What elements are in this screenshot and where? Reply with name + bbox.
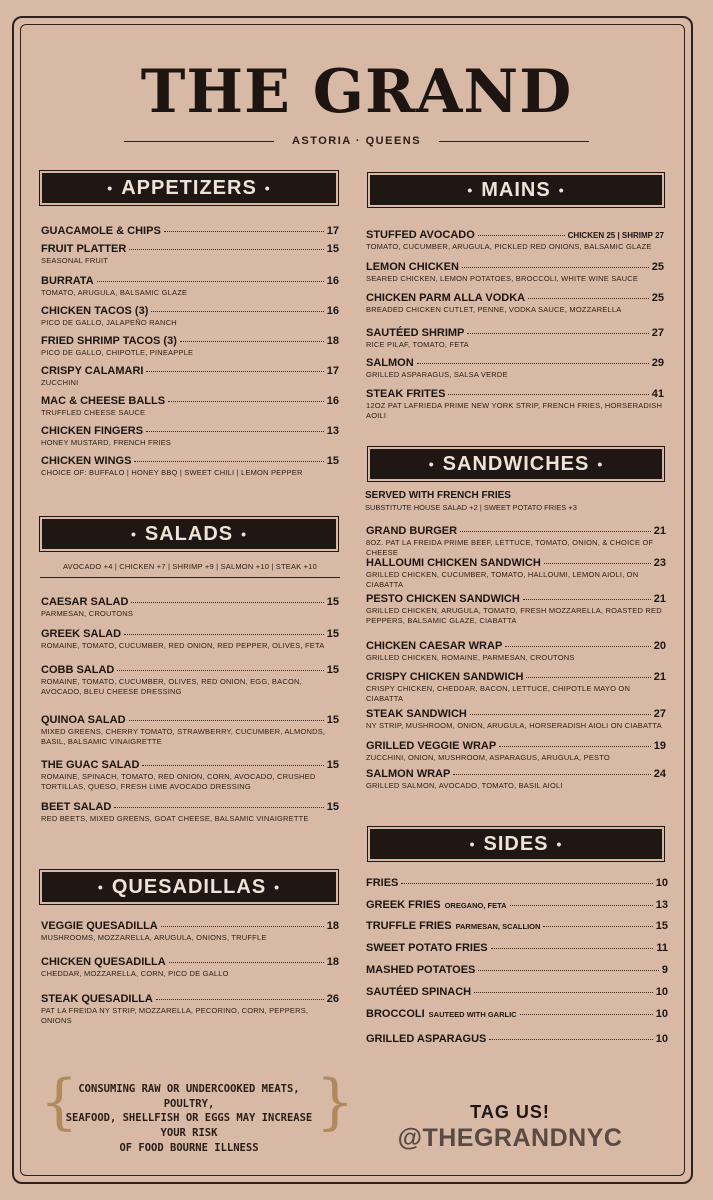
- item-price: 20: [653, 640, 666, 652]
- restaurant-name: THE GRAND: [140, 57, 573, 127]
- dot-leader: [417, 363, 649, 364]
- item-description: GRILLED CHICKEN, ARUGULA, TOMATO, FRESH MOZZARELLA, ROASTED RED PEPPERS, BALSAMIC GLAZE, CIABATTA: [366, 606, 662, 625]
- dot-leader: [528, 298, 649, 299]
- menu-item-row: [41, 395, 339, 407]
- menu-item: [41, 714, 339, 747]
- dot-leader: [146, 371, 323, 372]
- item-name: CHICKEN CAESAR WRAP: [366, 640, 503, 652]
- salads-banner: [42, 519, 336, 549]
- item-price: 11: [656, 942, 668, 954]
- menu-item: [366, 1033, 668, 1045]
- dot-leader: [129, 249, 323, 250]
- sandwiches-banner: [370, 449, 662, 479]
- item-price: 10: [655, 877, 668, 889]
- item-description: MUSHROOMS, MOZZARELLA, ARUGULA, ONIONS, TRUFFLE: [41, 933, 267, 942]
- dot-icon: •: [558, 182, 565, 198]
- menu-item: [41, 225, 339, 237]
- item-description: 8OZ. PAT LA FREIDA PRIME BEEF, LETTUCE, TOMATO, ONION, & CHOICE OF CHEESE: [366, 538, 654, 557]
- section-title: MAINS: [481, 178, 551, 201]
- dot-leader: [142, 765, 323, 766]
- menu-item: [366, 557, 666, 590]
- tag-us-heading: TAG US!: [470, 1102, 550, 1122]
- dot-icon: •: [107, 180, 114, 196]
- menu-item-row: [41, 664, 339, 676]
- section-title: SALADS: [144, 522, 234, 545]
- menu-item-row: [41, 335, 339, 347]
- menu-item-row: [366, 708, 666, 720]
- menu-item: [366, 671, 666, 704]
- dot-leader: [478, 970, 658, 971]
- menu-item: [41, 243, 339, 266]
- menu-item: [366, 388, 664, 421]
- item-price: 15: [326, 243, 339, 255]
- item-price: 15: [326, 596, 339, 608]
- dot-leader: [161, 926, 324, 927]
- menu-item: [366, 640, 666, 663]
- menu-item-row: [366, 942, 668, 954]
- item-price: 15: [326, 455, 339, 467]
- item-price: 19: [653, 740, 666, 752]
- item-price: 16: [326, 305, 339, 317]
- warning-line: CONSUMING RAW OR UNDERCOOKED MEATS, POULTRY,: [78, 1083, 300, 1110]
- appetizers-banner: [42, 173, 336, 203]
- item-name: FRIED SHRIMP TACOS (3): [41, 335, 177, 347]
- item-name: GREEK SALAD: [41, 628, 122, 640]
- right-brace-icon: }: [316, 1067, 355, 1137]
- item-description: PAT LA FREIDA NY STRIP, MOZZARELLA, PECORINO, CORN, PEPPERS, ONIONS: [41, 1006, 309, 1025]
- dot-leader: [460, 531, 651, 532]
- dot-icon: •: [97, 879, 104, 895]
- menu-item: [41, 365, 339, 388]
- item-price: 15: [655, 920, 668, 932]
- item-description: BREADED CHICKEN CUTLET, PENNE, VODKA SAUCE, MOZZARELLA: [366, 305, 622, 314]
- menu-item: [41, 335, 339, 358]
- item-name: BEET SALAD: [41, 801, 112, 813]
- menu-item: [41, 759, 339, 792]
- dot-leader: [448, 394, 648, 395]
- item-price: 21: [653, 671, 666, 683]
- sides-banner: [370, 829, 662, 859]
- item-price: 15: [326, 664, 339, 676]
- menu-item-row: [366, 357, 664, 369]
- dot-leader: [544, 563, 651, 564]
- menu-item: [366, 942, 668, 954]
- item-price: CHICKEN 25 | SHRIMP 27: [567, 231, 664, 240]
- item-description: ROMAINE, SPINACH, TOMATO, RED ONION, CORN, AVOCADO, CRUSHED TORTILLAS, QUESO, FRESH LIME AVOCADO DRESSING: [41, 772, 316, 791]
- item-name: CRISPY CHICKEN SANDWICH: [366, 671, 524, 683]
- item-note: PARMESAN, SCALLION: [455, 922, 541, 931]
- item-price: 10: [655, 986, 668, 998]
- dot-leader: [134, 461, 323, 462]
- item-price: 16: [326, 275, 339, 287]
- mains-banner: [370, 175, 662, 205]
- menu-item-row: [366, 671, 666, 683]
- section-title: APPETIZERS: [121, 176, 257, 199]
- menu-item-row: [41, 425, 339, 437]
- dot-leader: [543, 926, 652, 927]
- menu-item-row: [41, 243, 339, 255]
- dot-leader: [523, 599, 651, 600]
- menu-item: [41, 801, 339, 824]
- social-handle: @THEGRANDNYC: [397, 1124, 623, 1152]
- menu-item-row: [366, 229, 664, 241]
- item-description: GRILLED CHICKEN, ROMAINE, PARMESAN, CROUTONS: [366, 653, 575, 662]
- item-price: 18: [326, 956, 339, 968]
- menu-item-row: [366, 877, 668, 889]
- menu-item: [366, 357, 664, 380]
- warning-line: SEAFOOD, SHELLFISH OR EGGS MAY INCREASE YOUR RISK: [65, 1112, 313, 1140]
- item-description: HONEY MUSTARD, FRENCH FRIES: [41, 438, 172, 447]
- item-description: MIXED GREENS, CHERRY TOMATO, STRAWBERRY, CUCUMBER, ALMONDS, BASIL, BALSAMIC VINAIGRETTE: [41, 727, 326, 746]
- section-title: SIDES: [483, 832, 549, 855]
- menu-item: [366, 986, 668, 998]
- item-price: 10: [655, 1008, 668, 1020]
- item-name: SALMON WRAP: [366, 768, 451, 780]
- menu-item: [41, 628, 339, 651]
- menu-item-row: [366, 1033, 668, 1045]
- item-price: 25: [651, 292, 664, 304]
- item-description: GRILLED SALMON, AVOCADO, TOMATO, BASIL AIOLI: [366, 781, 563, 790]
- dot-leader: [453, 774, 650, 775]
- menu-item: [366, 740, 666, 763]
- menu-item-row: [41, 225, 339, 237]
- item-name: GREEK FRIES: [366, 899, 441, 911]
- menu-item-row: [366, 986, 668, 998]
- dot-leader: [505, 646, 650, 647]
- dot-leader: [478, 235, 565, 236]
- item-description: ZUCCHINI: [41, 378, 79, 387]
- item-note: OREGANO, FETA: [444, 901, 507, 910]
- item-description: TOMATO, ARUGULA, BALSAMIC GLAZE: [41, 288, 188, 297]
- item-price: 29: [651, 357, 664, 369]
- dot-leader: [467, 333, 648, 334]
- menu-item: [366, 593, 666, 626]
- item-name: VEGGIE QUESADILLA: [41, 920, 158, 932]
- dot-leader: [474, 992, 653, 993]
- menu-item-row: [41, 801, 339, 813]
- item-price: 10: [655, 1033, 668, 1045]
- dot-leader: [131, 602, 323, 603]
- item-price: 15: [326, 714, 339, 726]
- item-description: CHEDDAR, MOZZARELLA, CORN, PICO DE GALLO: [41, 969, 229, 978]
- item-price: 21: [653, 525, 666, 537]
- quesadillas-banner: [42, 872, 336, 902]
- item-description: GRILLED ASPARAGUS, SALSA VERDE: [366, 370, 508, 379]
- item-name: BROCCOLI: [366, 1008, 425, 1020]
- item-description: GRILLED CHICKEN, CUCUMBER, TOMATO, HALLOUMI, LEMON AIOLI, ON CIABATTA: [366, 570, 639, 589]
- menu-item-row: [366, 740, 666, 752]
- dot-leader: [169, 962, 324, 963]
- dot-leader: [470, 714, 651, 715]
- menu-item-row: [41, 759, 339, 771]
- warning-text: [62, 1082, 316, 1155]
- dot-leader: [180, 341, 324, 342]
- item-name: THE GUAC SALAD: [41, 759, 140, 771]
- menu-item-row: [366, 388, 664, 400]
- dot-leader: [124, 634, 324, 635]
- item-name: SAUTÉED SHRIMP: [366, 327, 465, 339]
- menu-item-row: [41, 455, 339, 467]
- dot-leader: [491, 948, 654, 949]
- item-name: CRISPY CALAMARI: [41, 365, 144, 377]
- menu-item-row: [366, 327, 664, 339]
- menu-item-row: [366, 557, 666, 569]
- dot-leader: [520, 1014, 653, 1015]
- menu-item-row: [41, 920, 339, 932]
- item-description: ZUCCHINI, ONION, MUSHROOM, ASPARAGUS, ARUGULA, PESTO: [366, 753, 610, 762]
- item-name: GUACAMOLE & CHIPS: [41, 225, 161, 237]
- item-name: CHICKEN WINGS: [41, 455, 132, 467]
- item-name: FRUIT PLATTER: [41, 243, 127, 255]
- item-name: GRAND BURGER: [366, 525, 458, 537]
- menu-item-row: [41, 714, 339, 726]
- restaurant-location: ASTORIA · QUEENS: [291, 135, 422, 147]
- item-name: PESTO CHICKEN SANDWICH: [366, 593, 520, 605]
- menu-item-row: [41, 305, 339, 317]
- dot-leader: [117, 670, 323, 671]
- menu-item: [41, 993, 339, 1026]
- menu-item: [41, 956, 339, 979]
- dot-icon: •: [556, 836, 563, 852]
- menu-item-row: [366, 899, 668, 911]
- item-description: CRISPY CHICKEN, CHEDDAR, BACON, LETTUCE, CHIPOTLE MAYO ON CIABATTA: [366, 684, 631, 703]
- item-name: CHICKEN QUESADILLA: [41, 956, 166, 968]
- item-price: 15: [326, 759, 339, 771]
- dot-icon: •: [264, 180, 271, 196]
- item-name: CAESAR SALAD: [41, 596, 129, 608]
- menu-item: [41, 425, 339, 448]
- item-name: SWEET POTATO FRIES: [366, 942, 488, 954]
- item-price: 15: [326, 801, 339, 813]
- menu-item-row: [366, 292, 664, 304]
- menu-item: [41, 395, 339, 418]
- item-name: LEMON CHICKEN: [366, 261, 459, 273]
- sandwich-substitutions: SUBSTITUTE HOUSE SALAD +2 | SWEET POTATO FRIES +3: [365, 503, 577, 512]
- dot-icon: •: [274, 879, 281, 895]
- item-name: COBB SALAD: [41, 664, 115, 676]
- item-name: GRILLED VEGGIE WRAP: [366, 740, 497, 752]
- item-description: RICE PILAF, TOMATO, FETA: [366, 340, 469, 349]
- menu-item: [41, 275, 339, 298]
- menu-item: [366, 708, 666, 731]
- dot-leader: [114, 807, 323, 808]
- menu-item: [41, 455, 339, 478]
- dot-leader: [499, 746, 651, 747]
- menu-item-row: [41, 993, 339, 1005]
- dot-icon: •: [597, 456, 604, 472]
- left-brace-icon: {: [40, 1067, 79, 1137]
- menu-item-row: [41, 596, 339, 608]
- dot-leader: [510, 905, 653, 906]
- item-price: 13: [326, 425, 339, 437]
- menu-item-row: [366, 768, 666, 780]
- dot-leader: [97, 281, 324, 282]
- menu-item: [366, 229, 664, 252]
- item-name: CHICKEN FINGERS: [41, 425, 144, 437]
- menu-item-row: [366, 964, 668, 976]
- menu-item: [366, 292, 664, 315]
- item-price: 18: [326, 920, 339, 932]
- dot-icon: •: [241, 526, 248, 542]
- item-name: CHICKEN TACOS (3): [41, 305, 149, 317]
- dot-leader: [168, 401, 324, 402]
- item-price: 25: [651, 261, 664, 273]
- menu-item-row: [41, 365, 339, 377]
- item-price: 23: [653, 557, 666, 569]
- item-name: SALMON: [366, 357, 414, 369]
- item-price: 41: [651, 388, 664, 400]
- dot-leader: [164, 231, 324, 232]
- menu-item: [41, 920, 339, 943]
- item-note: SAUTEED WITH GARLIC: [428, 1010, 517, 1019]
- dot-leader: [146, 431, 324, 432]
- item-price: 16: [326, 395, 339, 407]
- item-description: 12OZ PAT LAFRIEDA PRIME NEW YORK STRIP, FRENCH FRIES, HORSERADISH AOILI: [366, 401, 663, 420]
- warning-line: OF FOOD BOURNE ILLNESS: [119, 1141, 259, 1154]
- item-price: 17: [326, 365, 339, 377]
- item-description: ROMAINE, TOMATO, CUCUMBER, RED ONION, RED PEPPER, OLIVES, FETA: [41, 641, 325, 650]
- item-description: ROMAINE, TOMATO, CUCUMBER, OLIVES, RED ONION, EGG, BACON, AVOCADO, BLEU CHEESE DRESSING: [41, 677, 302, 696]
- item-description: PICO DE GALLO, CHIPOTLE, PINEAPPLE: [41, 348, 194, 357]
- section-title: QUESADILLAS: [111, 875, 267, 898]
- item-name: FRIES: [366, 877, 399, 889]
- dot-icon: •: [428, 456, 435, 472]
- item-price: 24: [653, 768, 666, 780]
- item-name: HALLOUMI CHICKEN SANDWICH: [366, 557, 541, 569]
- item-price: 13: [655, 899, 668, 911]
- menu-item: [366, 877, 668, 889]
- item-description: SEARED CHICKEN, LEMON POTATOES, BROCCOLI, WHITE WINE SAUCE: [366, 274, 639, 283]
- item-price: 9: [661, 964, 668, 976]
- menu-item-row: [366, 593, 666, 605]
- item-price: 27: [651, 327, 664, 339]
- dot-leader: [156, 999, 324, 1000]
- item-name: TRUFFLE FRIES: [366, 920, 452, 932]
- menu-item: [366, 327, 664, 350]
- item-name: STEAK SANDWICH: [366, 708, 467, 720]
- menu-item-row: [366, 1008, 668, 1020]
- item-price: 17: [326, 225, 339, 237]
- item-description: TRUFFLED CHEESE SAUCE: [41, 408, 146, 417]
- dot-leader: [489, 1039, 652, 1040]
- dot-leader: [129, 720, 324, 721]
- menu-item-row: [41, 628, 339, 640]
- item-name: BURRATA: [41, 275, 94, 287]
- food-safety-warning: [40, 1067, 355, 1154]
- dot-icon: •: [130, 526, 137, 542]
- salad-addons-rule: [40, 577, 340, 578]
- menu-item-row: [366, 525, 666, 537]
- item-name: STUFFED AVOCADO: [366, 229, 475, 241]
- item-description: PICO DE GALLO, JALAPEÑO RANCH: [41, 318, 177, 327]
- sandwich-note: SERVED WITH FRENCH FRIES: [365, 490, 511, 501]
- item-name: STEAK FRITES: [366, 388, 446, 400]
- menu-item-row: [41, 956, 339, 968]
- menu-item: [366, 525, 666, 558]
- menu-item-row: [366, 261, 664, 273]
- item-price: 26: [326, 993, 339, 1005]
- item-description: RED BEETS, MIXED GREENS, GOAT CHEESE, BALSAMIC VINAIGRETTE: [41, 814, 309, 823]
- item-price: 15: [326, 628, 339, 640]
- item-price: 21: [653, 593, 666, 605]
- menu-item: [366, 768, 666, 791]
- menu-item: [366, 920, 668, 932]
- dot-icon: •: [467, 182, 474, 198]
- menu-item-row: [366, 640, 666, 652]
- item-description: CHOICE OF: BUFFALO | HONEY BBQ | SWEET CHILI | LEMON PEPPER: [41, 468, 303, 477]
- item-description: NY STRIP, MUSHROOM, ONION, ARUGULA, HORSERADISH AIOLI ON CIABATTA: [366, 721, 662, 730]
- dot-icon: •: [469, 836, 476, 852]
- item-price: 27: [653, 708, 666, 720]
- menu-item: [366, 1008, 668, 1020]
- item-name: QUINOA SALAD: [41, 714, 126, 726]
- menu-item-row: [366, 920, 668, 932]
- menu-item-row: [41, 275, 339, 287]
- menu-item: [366, 261, 664, 284]
- item-description: TOMATO, CUCUMBER, ARUGULA, PICKLED RED ONIONS, BALSAMIC GLAZE: [366, 242, 652, 251]
- item-name: SAUTÉED SPINACH: [366, 986, 472, 998]
- menu-item: [41, 596, 339, 619]
- section-title: SANDWICHES: [442, 452, 590, 475]
- item-price: 18: [326, 335, 339, 347]
- salad-addons: AVOCADO +4 | CHICKEN +7 | SHRIMP +9 | SALMON +10 | STEAK +10: [63, 562, 317, 571]
- menu-item: [366, 899, 668, 911]
- menu-item: [41, 305, 339, 328]
- item-name: MAC & CHEESE BALLS: [41, 395, 166, 407]
- dot-leader: [401, 883, 652, 884]
- item-description: SEASONAL FRUIT: [41, 256, 109, 265]
- dot-leader: [462, 267, 649, 268]
- menu-item: [41, 664, 339, 697]
- item-name: STEAK QUESADILLA: [41, 993, 153, 1005]
- item-name: CHICKEN PARM ALLA VODKA: [366, 292, 526, 304]
- item-description: PARMESAN, CROUTONS: [41, 609, 134, 618]
- menu-item: [366, 964, 668, 976]
- dot-leader: [526, 677, 650, 678]
- item-name: GRILLED ASPARAGUS: [366, 1033, 487, 1045]
- dot-leader: [151, 311, 323, 312]
- item-name: MASHED POTATOES: [366, 964, 476, 976]
